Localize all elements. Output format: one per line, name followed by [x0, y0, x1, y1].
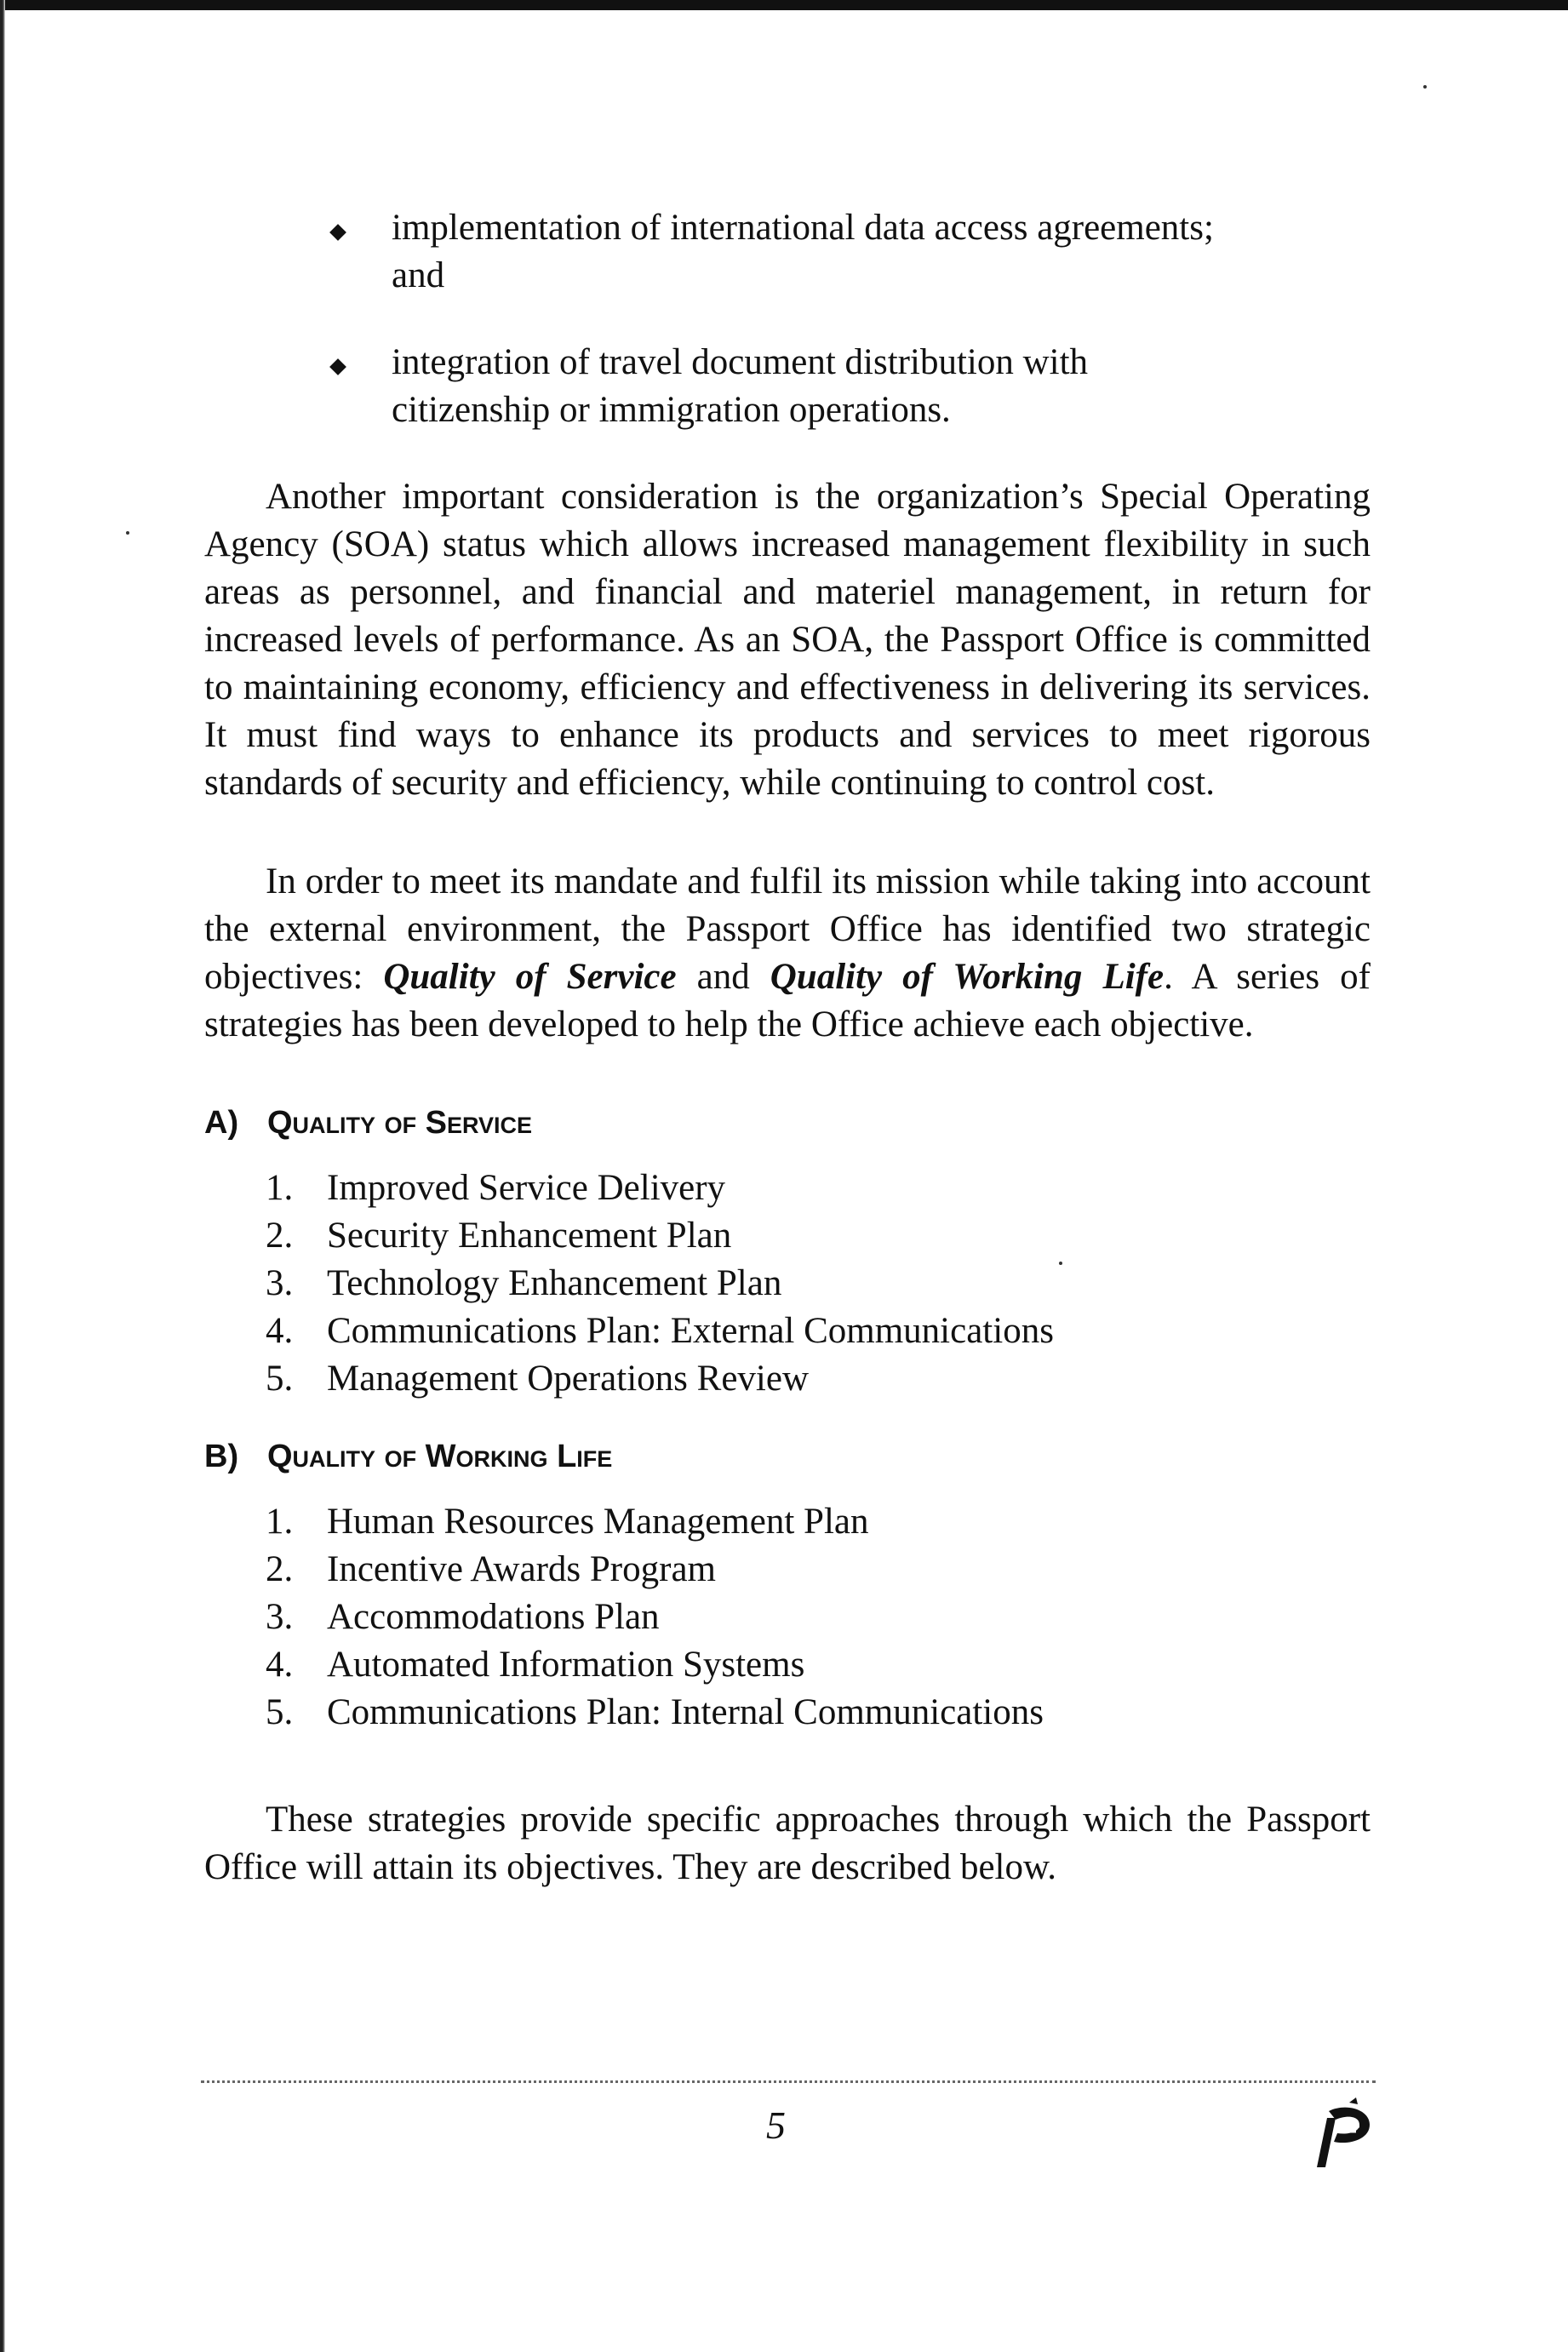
- list-item: [266, 1546, 1371, 1594]
- objectives-paragraph: [204, 858, 1371, 1049]
- soa-paragraph: Another important consideration is the organization’s Special Operating Agency (SOA) status which allows increased management flexibility in such areas as personnel, and financial and materiel management, in return for increased levels of performance. As an SOA, the Passport Office is committed to maintaining economy, efficiency and effectiveness in delivering its services. It must find ways to enhance its products and services to meet rigorous standards of security and efficiency, while continuing to control cost.: [204, 477, 1371, 803]
- section-a-title: Quality of Service: [267, 1105, 533, 1141]
- document-page: [204, 204, 1371, 1943]
- list-item-text: Accommodations Plan: [327, 1597, 660, 1637]
- bullet-text: implementation of international data access agreements; and: [392, 208, 1214, 295]
- list-item-number: 1.: [266, 1502, 294, 1542]
- list-item-number: 5.: [266, 1359, 294, 1399]
- list-item: [266, 1260, 1371, 1308]
- diamond-bullet-icon: [329, 358, 346, 375]
- objectives-text-end: . A series of strategies has been developed to help the Office achieve each objective.: [204, 957, 1371, 1044]
- list-item-text: Incentive Awards Program: [327, 1549, 716, 1589]
- scan-speck: [1423, 85, 1427, 89]
- section-a-letter: A): [204, 1105, 239, 1141]
- list-item-text: Communications Plan: Internal Communications: [327, 1692, 1044, 1732]
- list-item-number: 4.: [266, 1645, 294, 1685]
- list-item-number: 4.: [266, 1311, 294, 1351]
- list-item-text: Improved Service Delivery: [327, 1168, 726, 1208]
- footer-divider: [201, 2080, 1376, 2083]
- list-item-number: 3.: [266, 1597, 294, 1637]
- diamond-bullet-icon: [329, 224, 346, 241]
- list-item-number: 3.: [266, 1263, 294, 1303]
- list-item: [266, 1498, 1371, 1546]
- bullet-item: [332, 339, 1251, 434]
- list-item: [266, 1212, 1371, 1260]
- closing-paragraph: These strategies provide specific approaches through which the Passport Office will attain its objectives. They are described below.: [204, 1800, 1371, 1887]
- list-item: [266, 1165, 1371, 1212]
- bullet-list: [332, 204, 1251, 434]
- section-b-letter: B): [204, 1439, 239, 1474]
- list-item: [266, 1594, 1371, 1641]
- objectives-text-start: In order to meet its mandate and fulfil its mission while taking into account the external environment, the Passport Office has identified two strategic objectives:: [204, 861, 1371, 997]
- list-item-number: 1.: [266, 1168, 294, 1208]
- objectives-text-and: and: [676, 957, 770, 997]
- scan-speck: [126, 531, 129, 535]
- objective-quality-of-working-life: Quality of Working Life: [770, 957, 1165, 997]
- section-b-title: Quality of Working Life: [267, 1439, 613, 1474]
- list-item: [266, 1641, 1371, 1689]
- list-item-text: Human Resources Management Plan: [327, 1502, 869, 1542]
- scan-top-edge: [0, 0, 1568, 10]
- objective-quality-of-service: Quality of Service: [383, 957, 677, 997]
- passport-office-logo-icon: [1298, 2096, 1375, 2172]
- section-b-heading: [204, 1434, 1371, 1479]
- list-item: [266, 1689, 1371, 1737]
- bullet-item: [332, 204, 1251, 300]
- list-item-text: Communications Plan: External Communications: [327, 1311, 1054, 1351]
- page-number: 5: [766, 2103, 786, 2147]
- section-a-heading: [204, 1100, 1371, 1146]
- list-item-number: 5.: [266, 1692, 294, 1732]
- scan-left-edge: [0, 0, 5, 2352]
- list-item: [266, 1355, 1371, 1403]
- list-item-text: Technology Enhancement Plan: [327, 1263, 782, 1303]
- section-a-strategy-list: [266, 1165, 1371, 1403]
- bullet-text: integration of travel document distribution with citizenship or immigration operations.: [392, 342, 1089, 430]
- list-item-number: 2.: [266, 1216, 294, 1256]
- list-item-number: 2.: [266, 1549, 294, 1589]
- list-item-text: Automated Information Systems: [327, 1645, 805, 1685]
- list-item-text: Security Enhancement Plan: [327, 1216, 732, 1256]
- list-item-text: Management Operations Review: [327, 1359, 809, 1399]
- list-item: [266, 1308, 1371, 1355]
- section-b-strategy-list: [266, 1498, 1371, 1737]
